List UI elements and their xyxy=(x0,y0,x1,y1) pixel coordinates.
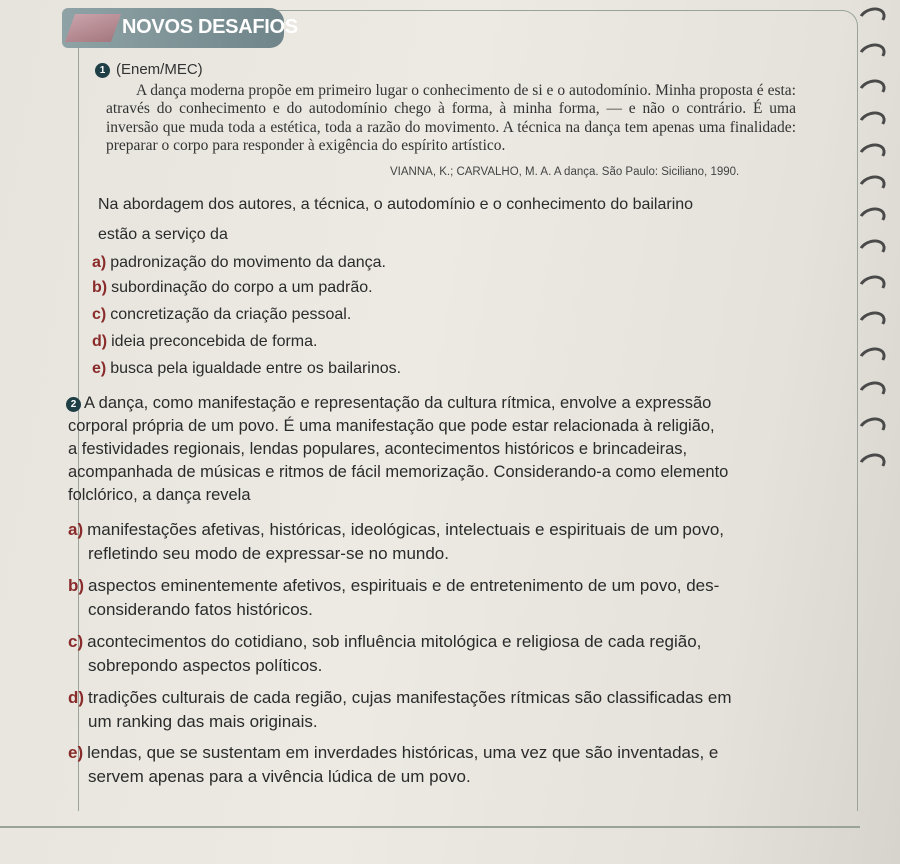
option-text: padronização do movimento da dança. xyxy=(110,254,386,271)
question-stem: Na abordagem dos autores, a técnica, o autodomínio e o conhecimento do bailarino xyxy=(98,196,694,213)
option-a[interactable] xyxy=(68,518,838,565)
question-stem: corporal própria de um povo. É uma manifestação que pode estar relacionada à religião, xyxy=(68,417,715,435)
option-b[interactable] xyxy=(92,279,373,297)
option-text: ideia preconcebida de forma. xyxy=(111,333,318,350)
option-d[interactable] xyxy=(68,686,838,733)
option-letter: c) xyxy=(92,306,107,323)
option-letter: b) xyxy=(68,576,85,595)
question-stem: a festividades regionais, lendas populares, acontecimentos históricos e brincadeiras, xyxy=(68,440,688,458)
ring-icon xyxy=(855,108,888,136)
option-text: subordinação do corpo a um padrão. xyxy=(111,279,373,296)
option-letter: a) xyxy=(68,520,84,539)
option-letter: d) xyxy=(68,688,85,707)
passage-text: A dança moderna propõe em primeiro lugar o conhecimento de si e o autodomínio. Minha proposta é esta: através do conhecimento e do autodomínio chego à forma, à minha forma, — e não o contrário. É uma inversão que muda toda a estética, toda a razão do movimento. A técnica na dança tem apenas uma finalidade: preparar o corpo para responder à exigência do espírito artístico. xyxy=(106,82,796,154)
ring-icon xyxy=(855,40,888,68)
option-text: manifestações afetivas, históricas, ideológicas, intelectuais e espirituais de um povo, xyxy=(87,520,725,539)
question-stem: folclórico, a dança revela xyxy=(68,486,251,504)
question-number-badge: 2 xyxy=(66,397,81,412)
option-letter: e) xyxy=(68,743,84,762)
option-text: tradições culturais de cada região, cujas manifestações rítmicas são classificadas em xyxy=(88,688,732,707)
ring-icon xyxy=(855,308,888,336)
question-number-badge: 1 xyxy=(95,63,110,78)
ring-icon xyxy=(855,344,888,372)
option-d[interactable] xyxy=(92,333,317,351)
option-letter: e) xyxy=(92,360,107,377)
ring-icon xyxy=(855,236,888,264)
ring-icon xyxy=(855,140,888,168)
option-letter: c) xyxy=(68,632,84,651)
question-stem: acompanhada de músicas e ritmos de fácil memorização. Considerando-a como elemento xyxy=(68,463,729,481)
option-b[interactable] xyxy=(68,574,838,621)
option-e[interactable] xyxy=(92,360,401,378)
question-stem: A dança, como manifestação e representação da cultura rítmica, envolve a expressão xyxy=(84,394,712,412)
option-text: acontecimentos do cotidiano, sob influência mitológica e religiosa de cada região, xyxy=(87,632,702,651)
option-text-continued: sobrepondo aspectos políticos. xyxy=(88,655,323,675)
section-title: NOVOS DESAFIOS xyxy=(122,16,298,38)
option-a[interactable] xyxy=(92,254,386,272)
option-text: busca pela igualdade entre os bailarinos. xyxy=(110,360,402,377)
ring-icon xyxy=(855,172,888,200)
option-c[interactable] xyxy=(92,306,351,324)
option-e[interactable] xyxy=(68,741,838,788)
question-stem: estão a serviço da xyxy=(98,226,228,243)
option-text-continued: servem apenas para a vivência lúdica de um povo. xyxy=(88,766,471,786)
option-text: concretização da criação pessoal. xyxy=(110,306,352,323)
ring-icon xyxy=(855,414,888,442)
divider xyxy=(0,826,860,828)
option-text: lendas, que se sustentam em inverdades históricas, uma vez que são inventadas, e xyxy=(87,743,719,762)
spiral-binding xyxy=(860,0,900,864)
ring-icon xyxy=(855,76,888,104)
ring-icon xyxy=(855,4,888,32)
option-text-continued: considerando fatos históricos. xyxy=(88,599,313,619)
question-source: (Enem/MEC) xyxy=(116,61,203,78)
option-text-continued: refletindo seu modo de expressar-se no mundo. xyxy=(88,543,449,563)
option-letter: b) xyxy=(92,279,108,296)
option-letter: d) xyxy=(92,333,108,350)
ring-icon xyxy=(855,272,888,300)
option-c[interactable] xyxy=(68,630,838,677)
ring-icon xyxy=(855,204,888,232)
ring-icon xyxy=(855,378,888,406)
option-text-continued: um ranking das mais originais. xyxy=(88,711,318,731)
option-text: aspectos eminentemente afetivos, espirituais e de entretenimento de um povo, des- xyxy=(88,576,720,595)
ring-icon xyxy=(855,450,888,478)
citation: VIANNA, K.; CARVALHO, M. A. A dança. São Paulo: Siciliano, 1990. xyxy=(390,166,740,178)
option-letter: a) xyxy=(92,254,107,271)
